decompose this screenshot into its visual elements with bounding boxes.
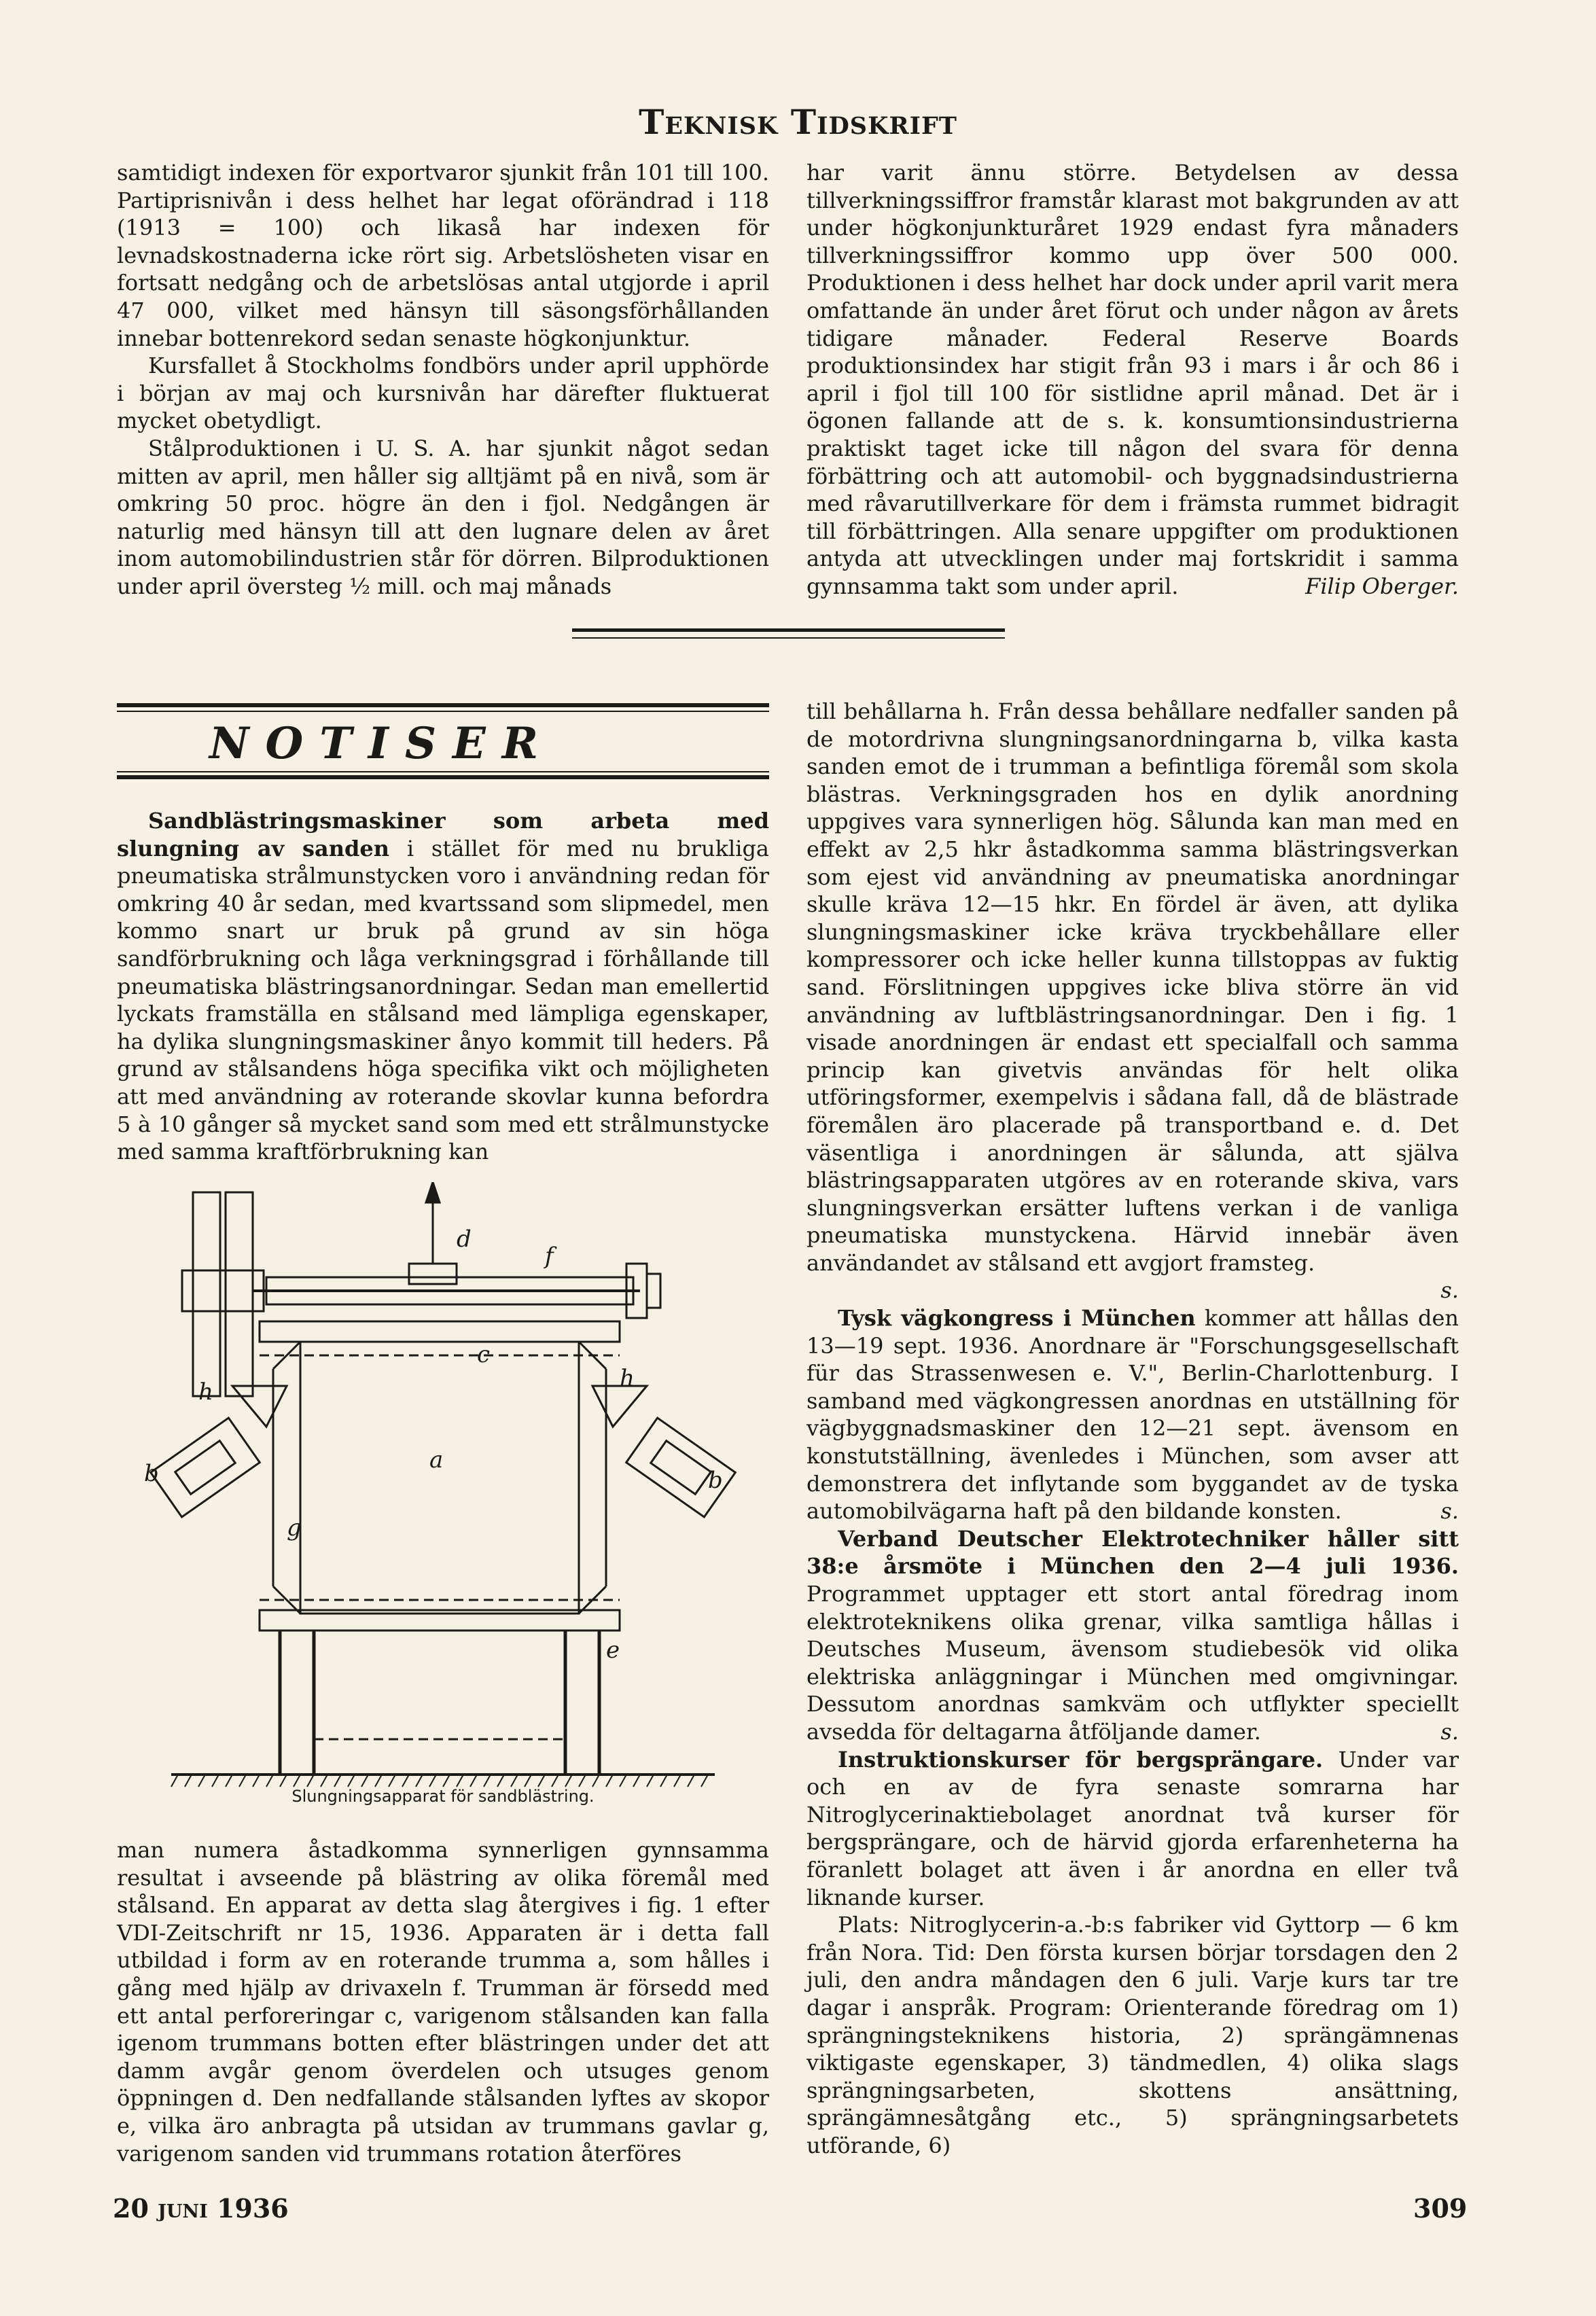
- paragraph-text: Programmet upptager ett stort antal föredrag inom elektroteknikens olika grenar, vilka samtliga hållas i Deutsches Museum, ävensom studiebesök vid olika elektriska anläggningar i München med omgivningar. Dessutom anordnas samkväm och utflykter speciellt avsedda för deltagarna åtföljande damer.: [806, 1581, 1459, 1745]
- article-signature: s.: [1440, 1277, 1459, 1304]
- rule: [117, 703, 769, 707]
- journal-title: Teknisk Tidskrift: [639, 102, 957, 142]
- rule: [117, 775, 769, 779]
- section-title: NOTISER: [209, 718, 554, 769]
- page-number: 309: [1413, 2193, 1468, 2224]
- figure-label-h: h: [620, 1365, 635, 1392]
- article-sandblasting-intro: [117, 807, 769, 1166]
- rule: [117, 711, 769, 712]
- figure-label-b: b: [144, 1460, 159, 1487]
- paragraph: Kursfallet å Stockholms fondbörs under april upphörde i början av maj och kursnivån har därefter fluktuerat mycket obetydligt.: [117, 353, 769, 434]
- paragraph: till behållarna h. Från dessa behållare nedfaller sanden på de motordrivna slungningsanordningarna b, vilka kasta sanden emot de i trumman a befintliga föremål som skola blästras. Verkningsgraden hos en dylik anordning uppgives vara synnerligen hög. Sålunda kan man med en effekt av 2,5 hkr åstadkomma samma blästringsverkan som ejest vid användning av pneumatiska anordningar skulle kräva 12—15 hkr. En fördel är även, att dylika slungningsmaskiner icke kräva tryckbehållare eller kompressorer och icke heller kunna tillstoppas av fuktig sand. Förslitningen uppgives icke bliva större än vid användning av luftblästringsanordningar. Den i fig. 1 visade anordningen är endast ett specialfall och samma princip kan givetvis användas för helt olika utföringsformer, exempelvis i sådana fall, då de blästrade föremålen äro placerade på transportband e. d. Det väsentliga i anordningen är sålunda, att själva blästringsapparaten utgöres av en roterande skiva, vars slungningsverkan ersätter luftens verkan i de vanliga pneumatiska munstyckena. Härvid innebär även användandet av stålsand ett avgjort framsteg.: [806, 698, 1459, 1276]
- paragraph-text: Under var och en av de fyra senaste somrarna har Nitroglycerinaktiebolaget anordnat två kurser för bergsprängare, och de härvid gjorda erfarenheterna ha föranlett bolaget att även i år anordna en eller två liknande kurser.: [806, 1746, 1459, 1910]
- right-column: [806, 698, 1459, 2159]
- figure-label-c: c: [477, 1341, 491, 1368]
- article-heading: Sandblästringsmaskiner som arbeta med slungning av sanden: [117, 808, 769, 861]
- paragraph-text: har varit ännu större. Betydelsen av dessa tillverkningssiffror framstår klarast mot bakgrunden av att under högkonjunkturåret 1929 endast fyra månaders tillverkningssiffror kommo upp över 500 000. Produktionen i dess helhet har dock under april varit mera omfattande än under året förut och under någon av årets tidigare månader. Federal Reserve Boards produktionsindex har stigit från 93 i mars i år och 86 i april i fjol till 100 för sistlidne april månad. Det är i ögonen fallande att de s. k. konsumtionsindustrierna praktiskt taget icke till någon del svara för denna förbättring och att automobil- och byggnadsindustrierna med råvarutillverkare för dem i främsta rummet bidragit till förbättringen. Alla senare uppgifter om produktionen antyda att utvecklingen under maj fortskridit i samma gynnsamma takt som under april.: [806, 160, 1459, 599]
- figure-label-d: d: [457, 1226, 472, 1253]
- issue-date: 20 juni 1936: [113, 2193, 289, 2224]
- paragraph: man numera åstadkomma synnerligen gynnsamma resultat i avseende på blästring av olika föremål med stålsand. En apparat av detta slag återgives i fig. 1 efter VDI-Zeitschrift nr 15, 1936. Apparaten är i detta fall utbildad i form av en roterande trumma a, som hålles i gång med hjälp av drivaxeln f. Trumman är försedd med ett antal perforeringar c, varigenom stålsanden kan falla igenom trummans botten efter blästringen under det att damm avgår genom överdelen och utsuges genom öppningen d. Den nedfallande stålsanden lyftes av skopor e, vilka äro anbragta på utsidan av trummans gavlar g, varigenom sanden vid trummans rotation återföres: [117, 1837, 769, 2167]
- paragraph: [117, 807, 769, 1166]
- article-signature: s.: [1440, 1498, 1459, 1525]
- notiser-banner: [117, 703, 769, 785]
- article-heading: Tysk vägkongress i München: [838, 1305, 1196, 1332]
- paragraph: Plats: Nitroglycerin-a.-b:s fabriker vid Gyttorp — 6 km från Nora. Tid: Den första kursen börjar torsdagen den 2 juli, den andra måndagen den 6 juli. Varje kurs tar tre dagar i anspråk. Program: Orienterande föredrag om 1) sprängningsteknikens historia, 2) sprängämnenas viktigaste egenskaper, 3) tändmedlen, 4) olika slags sprängningsarbeten, skottens ansättning, sprängämnesåtgång etc., 5) sprängningsarbetets utförande, 6): [806, 1912, 1459, 2158]
- article-heading: Verband Deutscher Elektrotechniker håller sitt 38:e årsmöte i München den 2—4 juli 1936.: [806, 1525, 1459, 1580]
- top-left-column: [117, 159, 769, 601]
- article-heading: Instruktionskurser för bergsprängare.: [838, 1746, 1324, 1772]
- article-blasting-courses: [806, 1746, 1459, 1912]
- article-sandblasting-continued: [117, 1836, 769, 2167]
- figure-caption: Slungningsapparat för sandblästring.: [291, 1787, 595, 1806]
- article-vde-meeting: [806, 1525, 1459, 1746]
- article-signature: s.: [1440, 1718, 1459, 1745]
- figure-label-a: a: [429, 1446, 444, 1474]
- section-divider: [572, 628, 1005, 632]
- paragraph: samtidigt indexen för exportvaror sjunkit från 101 till 100. Partiprisnivån i dess helhet har legat oförändrad i 118 (1913 = 100) och likaså har indexen för levnadskostnaderna icke rört sig. Arbetslösheten visar en fortsatt nedgång och de arbetslösas antal utgjorde i april 47 000, vilket med hänsyn till säsongsförhållanden innebar bottenrekord sedan senaste högkonjunktur.: [117, 160, 769, 351]
- author-signature: Filip Oberger.: [1305, 573, 1459, 599]
- paragraph-text: i stället för med nu brukliga pneumatiska strålmunstycken voro i användning redan för omkring 40 år sedan, med kvartssand som slipmedel, men kommo snart ur bruk på grund av sin höga sandförbrukning och låga verkningsgrad i förhållande till pneumatiska blästringsanordningar. Sedan man emellertid lyckats framställa en stålsand med lämpliga egenskaper, ha dylika slungningsmaskiner ånyo kommit till heders. På grund av stålsandens höga specifika vikt och möjligheten att med användning av roterande skovlar kunna befordra 5 à 10 gånger så mycket sand som med ett strålmunstycke med samma kraftförbrukning kan: [117, 835, 770, 1165]
- figure-label-f: f: [545, 1243, 554, 1270]
- figure-label-h: h: [198, 1378, 213, 1406]
- paragraph: [806, 159, 1459, 601]
- article-road-congress: [806, 1304, 1459, 1525]
- figure-label-g: g: [287, 1514, 302, 1542]
- figure-label-e: e: [606, 1637, 620, 1664]
- sandblasting-machine-figure: [117, 1182, 769, 1814]
- top-right-column: [806, 159, 1459, 601]
- figure-label-b: b: [708, 1467, 723, 1494]
- paragraph-text: kommer att hållas den 13—19 sept. 1936. Anordnare är "Forschungsgesellschaft für das Strassenwesen e. V.", Berlin-Charlottenburg. I samband med vägkongressen anordnas en utställning för vägbyggnadsmaskiner den 12—21 sept. ävensom en konstutställning, ävenledes i München, som avser att demonstrera det inflytande som byggandet av de tyska automobilvägarna haft på den bildande konsten.: [806, 1305, 1459, 1525]
- paragraph: Stålproduktionen i U. S. A. har sjunkit något sedan mitten av april, men håller sig alltjämt på en nivå, som är omkring 50 proc. högre än den i fjol. Nedgången är naturlig med hänsyn till att den lugnare delen av året inom automobilindustrien står för dörren. Bilproduktionen under april översteg ½ mill. och maj månads: [117, 435, 769, 599]
- section-divider: [572, 637, 1005, 639]
- rule: [117, 771, 769, 772]
